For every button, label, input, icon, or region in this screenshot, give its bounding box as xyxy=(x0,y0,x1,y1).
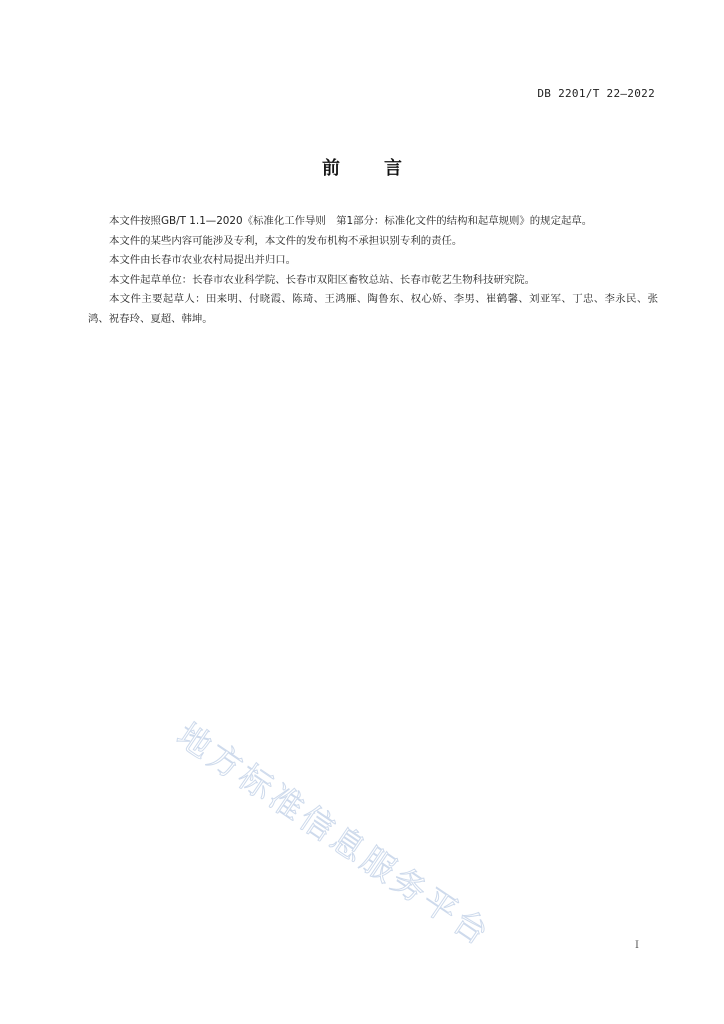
page-title: 前言 xyxy=(322,158,446,179)
paragraph-drafting-units: 本文件起草单位：长春市农业科学院、长春市双阳区畜牧总站、长春市乾艺生物科技研究院。 xyxy=(109,273,536,286)
paragraph-drafting-rules: 本文件按照GB/T 1.1—2020《标准化工作导则 第1部分：标准化文件的结构和起草规则》的规定起草。 xyxy=(109,215,593,227)
preface-body xyxy=(88,212,658,329)
paragraph-patent-notice: 本文件的某些内容可能涉及专利，本文件的发布机构不承担识别专利的责任。 xyxy=(109,234,463,247)
paragraph-drafters: 本文件主要起草人：田来明、付晓霞、陈琦、王鸿雁、陶鲁东、权心娇、李男、崔鹤馨、刘亚军、丁忠、李永民、张鸿、祝春玲、夏超、韩坤。 xyxy=(88,293,658,325)
watermark: 地方标准信息服务平台 xyxy=(169,714,499,955)
page-number: I xyxy=(635,940,639,951)
document-code: DB 2201/T 22—2022 xyxy=(537,87,655,100)
paragraph-proposer: 本文件由长春市农业农村局提出并归口。 xyxy=(109,254,297,266)
